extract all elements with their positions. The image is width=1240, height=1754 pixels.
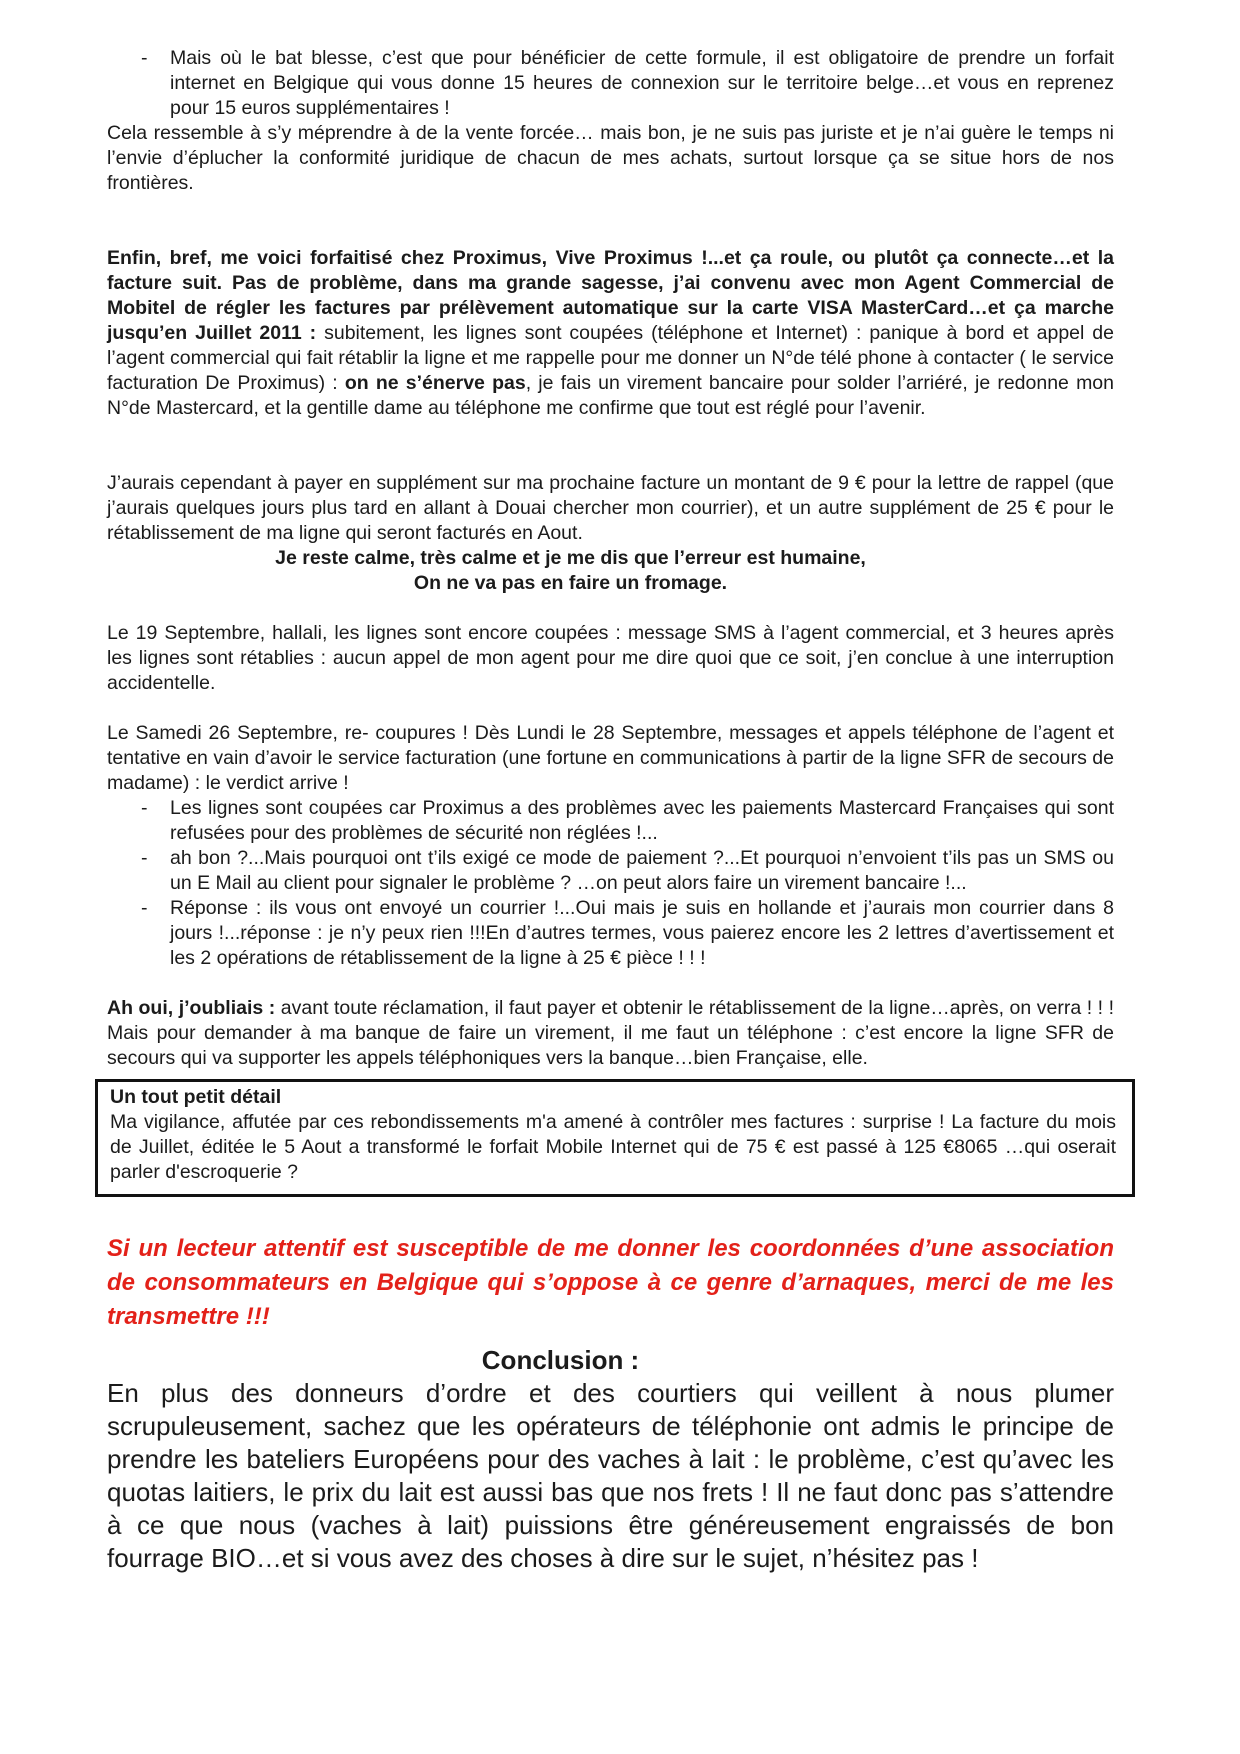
list-item bbox=[107, 846, 1114, 896]
ah-oui-bold-intro: Ah oui, j’oubliais : bbox=[107, 997, 281, 1019]
bullet-dash: - bbox=[141, 897, 148, 919]
proximus-normal-mid: subitement, les lignes sont coupées (téléphone et Internet) : panique à bord et appel de l’agent commercial qui fait rétablir la ligne et me rappelle pour me donner un N°de télé phone à contacter ( le service facturation De Proximus) : bbox=[107, 322, 1114, 394]
paragraph-vente-forcee: Cela ressemble à s’y méprendre à de la vente forcée… mais bon, je ne suis pas juriste et je n’ai guère le temps ni l’envie d’éplucher la conformité juridique de chacun de mes achats, surtout lorsque ça se situe hors de nos frontières. bbox=[107, 122, 1114, 194]
calm-line-1: Je reste calme, très calme et je me dis que l’erreur est humaine, bbox=[275, 547, 866, 569]
list-item-text: Les lignes sont coupées car Proximus a des problèmes avec les paiements Mastercard Françaises qui sont refusées pour des problèmes de sécurité non réglées !... bbox=[170, 797, 1114, 844]
detail-box-body: Ma vigilance, affutée par ces rebondissements m'a amené à contrôler mes factures : surprise ! La facture du mois de Juillet, éditée le 5 Aout a transformé le forfait Mobile Internet qui de 75 € est passé à 125 €8065 …qui oserait parler d'escroquerie ? bbox=[110, 1111, 1116, 1183]
paragraph-ah-oui bbox=[107, 996, 1114, 1071]
detail-box-title: Un tout petit détail bbox=[110, 1086, 282, 1108]
proximus-bold-intro: Enfin, bref, me voici forfaitisé chez Proximus, Vive Proximus !...et ça roule, ou plutôt ça connecte…et la facture suit. Pas de problème, dans ma grande sagesse, j’ai convenu avec mon Agent Commercial de Mobitel de régler les factures par prélèvement automatique sur la carte VISA MasterCard…et ça marche jusqu’en Juillet 2011 : bbox=[107, 247, 1114, 344]
conclusion-body: En plus des donneurs d’ordre et des courtiers qui veillent à nous plumer scrupuleusement, sachez que les opérateurs de téléphonie ont admis le principe de prendre les bateliers Européens pour des vaches à lait : le problème, c’est qu’avec les quotas laitiers, le prix du lait est aussi bas que nos frets ! Il ne faut donc pas s’attendre à ce que nous (vaches à lait) puissions être généreusement engraissés de bon fourrage BIO…et si vous avez des choses à dire sur le sujet, n’hésitez pas ! bbox=[107, 1378, 1114, 1573]
paragraph-26-septembre: Le Samedi 26 Septembre, re- coupures ! Dès Lundi le 28 Septembre, messages et appels téléphone de l’agent et tentative en vain d’avoir le service facturation (une fortune en communications à partir de la ligne SFR de secours de madame) : le verdict arrive ! bbox=[107, 722, 1114, 794]
paragraph-supplement: J’aurais cependant à payer en supplément sur ma prochaine facture un montant de 9 € pour la lettre de rappel (que j’aurais quelques jours plus tard en allant à Douai chercher mon courrier), et un autre supplément de 25 € pour le rétablissement de ma ligne qui seront facturés en Aout. bbox=[107, 472, 1114, 544]
bullet-dash: - bbox=[141, 797, 148, 819]
ah-oui-normal-rest: avant toute réclamation, il faut payer et obtenir le rétablissement de la ligne…après, on verra ! ! ! Mais pour demander à ma banque de faire un virement, il me faut un téléphone : c’est encore la ligne SFR de secours qui va supporter les appels téléphoniques vers la banque…bien Française, elle. bbox=[107, 997, 1114, 1069]
proximus-bold-calm: on ne s’énerve pas bbox=[344, 372, 526, 394]
issues-list bbox=[107, 796, 1114, 971]
intro-bullet-text: Mais où le bat blesse, c’est que pour bénéficier de cette formule, il est obligatoire de prendre un forfait internet en Belgique qui vous donne 15 heures de connexion sur le territoire belge…et vous en reprenez pour 15 euros supplémentaires ! bbox=[170, 47, 1114, 119]
paragraph-proximus bbox=[107, 246, 1114, 421]
conclusion-title: Conclusion : bbox=[481, 1345, 640, 1375]
intro-bullet bbox=[107, 46, 1114, 121]
detail-box bbox=[95, 1079, 1135, 1197]
paragraph-19-septembre: Le 19 Septembre, hallali, les lignes sont encore coupées : message SMS à l’agent commercial, et 3 heures après les lignes sont rétablies : aucun appel de mon agent pour me dire quoi que ce soit, j’en conclue à une interruption accidentelle. bbox=[107, 622, 1114, 694]
proximus-normal-end: , je fais un virement bancaire pour solder l’arriéré, je redonne mon N°de Mastercard, et la gentille dame au téléphone me confirme que tout est réglé pour l’avenir. bbox=[107, 372, 1114, 419]
bullet-dash: - bbox=[141, 47, 148, 69]
list-item bbox=[107, 796, 1114, 846]
list-item bbox=[107, 896, 1114, 971]
list-item-text: ah bon ?...Mais pourquoi ont t’ils exigé ce mode de paiement ?...Et pourquoi n’envoient t’ils pas un SMS ou un E Mail au client pour signaler le problème ? …on peut alors faire un virement bancaire !... bbox=[170, 847, 1114, 894]
red-appeal: Si un lecteur attentif est susceptible de me donner les coordonnées d’une association de consommateurs en Belgique qui s’oppose à ce genre d’arnaques, merci de me les transmettre !!! bbox=[107, 1235, 1114, 1330]
calm-line-2: On ne va pas en faire un fromage. bbox=[413, 572, 728, 594]
bullet-dash: - bbox=[141, 847, 148, 869]
list-item-text: Réponse : ils vous ont envoyé un courrier !...Oui mais je suis en hollande et j’aurais mon courrier dans 8 jours !...réponse : je n’y peux rien !!!En d’autres termes, vous paierez encore les 2 lettres d’avertissement et les 2 opérations de rétablissement de la ligne à 25 € pièce ! ! ! bbox=[170, 897, 1114, 969]
